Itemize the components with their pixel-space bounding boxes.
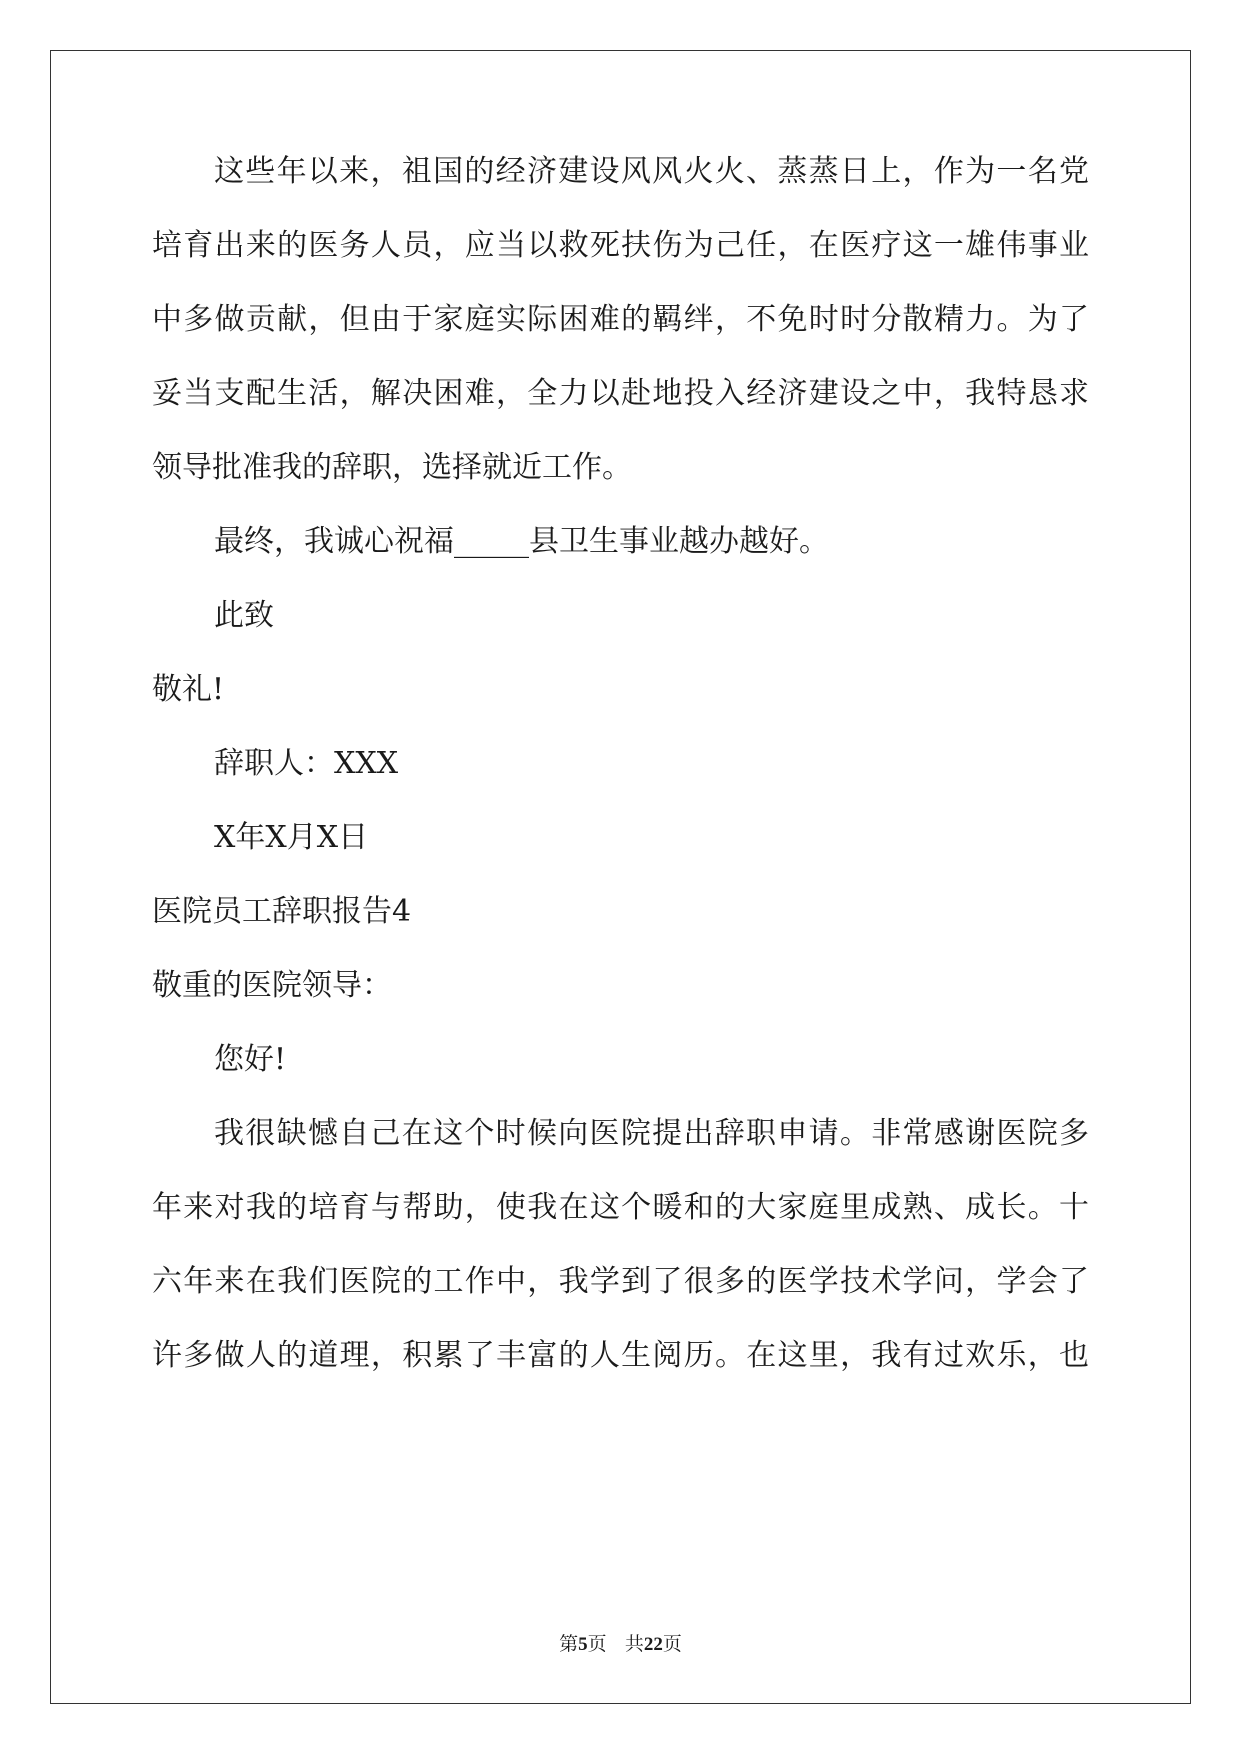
page-suffix: 页 [587, 1633, 607, 1655]
body-line-3: 中多做贡献，但由于家庭实际困难的羁绊，不免时时分散精力。为了 [152, 302, 1089, 337]
total-prefix: 共 [624, 1633, 644, 1655]
letter-greeting: 敬重的医院领导： [152, 968, 392, 1003]
page-prefix: 第 [559, 1633, 579, 1655]
page-number: 5 [578, 1634, 588, 1655]
body-line-2: 培育出来的医务人员，应当以救死扶伤为己任，在医疗这一雄伟事业 [152, 228, 1089, 263]
total-pages: 22 [643, 1634, 663, 1655]
total-suffix: 页 [662, 1633, 682, 1655]
closing-wish: 最终，我诚心祝福_____县卫生事业越办越好。 [214, 524, 829, 559]
salutation-jingli: 敬礼! [152, 672, 225, 707]
body-line-1: 这些年以来，祖国的经济建设风风火火、蒸蒸日上，作为一名党 [214, 154, 1089, 189]
page-footer [0, 1632, 1241, 1657]
salutation-cizhi: 此致 [214, 598, 274, 633]
body-line-15: 年来对我的培育与帮助，使我在这个暖和的大家庭里成熟、成长。十 [152, 1190, 1089, 1225]
body-line-17: 许多做人的道理，积累了丰富的人生阅历。在这里，我有过欢乐，也 [152, 1338, 1089, 1373]
body-line-5: 领导批准我的辞职，选择就近工作。 [152, 450, 632, 485]
section-title: 医院员工辞职报告4 [152, 894, 412, 929]
page-frame [50, 50, 1191, 1704]
signature-date: X年X月X日 [214, 820, 369, 855]
body-line-14: 我很缺憾自己在这个时候向医院提出辞职申请。非常感谢医院多 [214, 1116, 1089, 1151]
body-line-16: 六年来在我们医院的工作中，我学到了很多的医学技术学问，学会了 [152, 1264, 1089, 1299]
letter-hello: 您好! [214, 1042, 287, 1077]
signature-name: 辞职人：XXX [214, 746, 399, 781]
body-line-4: 妥当支配生活，解决困难，全力以赴地投入经济建设之中，我特恳求 [152, 376, 1089, 411]
